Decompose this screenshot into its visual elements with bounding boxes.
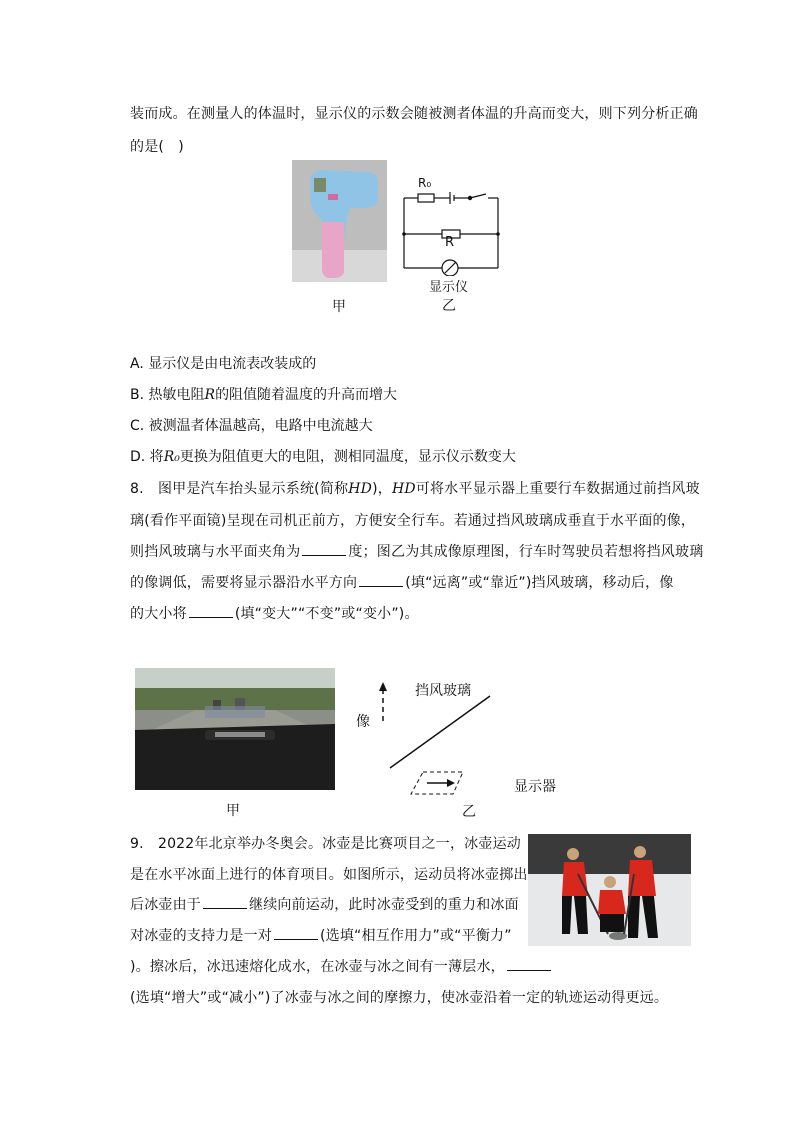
thermometer-photo [292,160,387,282]
option-a: A. 显示仪是由电流表改装成的 [130,356,317,372]
answer-blank [359,585,403,587]
q8-line-3: 则挡风玻璃与水平面夹角为 度；图乙为其成像原理图，行车时驾驶员若想将挡风玻璃 [130,544,704,560]
q8-caption-jia: 甲 [226,803,240,819]
circuit-diagram [400,176,504,276]
q9-line-2: 是在水平冰面上进行的体育项目。如图所示，运动员将冰壶掷出 [130,867,528,883]
answer-blank [507,969,551,971]
r0-label: R₀ [418,176,432,190]
car-hud-photo [135,668,335,790]
option-c: C. 被测温者体温越高，电路中电流越大 [130,418,373,434]
q9-line-4: 对冰壶的支持力是一对 (选填“相互作用力”或“平衡力” [130,928,512,944]
q9-line-1: 9. 2022年北京举办冬奥会。冰壶是比赛项目之一，冰壶运动 [130,836,521,852]
curling-photo [528,834,691,946]
r-label: R [445,235,455,250]
meter-label: 显示仪 [429,280,469,295]
resistor-r0-symbol [418,194,434,202]
answer-blank [302,554,346,556]
windshield-line [390,696,490,768]
option-b: B. 热敏电阻R的阻值随着温度的升高而增大 [130,387,398,403]
image-arrow-head [379,682,387,691]
answer-blank [274,938,318,940]
q8-line-2: 璃(看作平面镜)呈现在司机正前方，方便安全行车。若通过挡风玻璃成垂直于水平面的像， [130,513,696,529]
q8-caption-yi: 乙 [462,804,476,820]
q8-line-5: 的大小将 (填“变大”“不变”或“变小”)。 [130,606,419,622]
q9-line-6: (选填“增大”或“减小”)了冰壶与冰之间的摩擦力，使冰壶沿着一定的轨迹运动得更远。 [130,990,669,1006]
intro-line-1: 装而成。在测量人的体温时，显示仪的示数会随被测者体温的升高而变大，则下列分析正确 [130,106,698,122]
answer-blank [203,907,247,909]
switch-symbol [470,194,486,198]
figure-caption-jia: 甲 [332,299,346,315]
figure-caption-yi: 乙 [442,298,456,314]
option-d: D. 将R₀更换为阻值更大的电阻，测相同温度，显示仪示数变大 [130,449,516,465]
display-arrow-head [447,779,455,787]
intro-line-2: 的是( ) [130,139,184,155]
q8-line-4: 的像调低，需要将显示器沿水平方向 (填“远离”或“靠近”)挡风玻璃，移动后，像 [130,575,674,591]
q8-line-1: 8. 图甲是汽车抬头显示系统(简称HD)，HD可将水平显示器上重要行车数据通过前挡风玻 [130,481,700,497]
q9-line-5: )。擦冰后，冰迅速熔化成水，在冰壶与冰之间有一薄层水， [130,956,553,976]
label-windshield: 挡风玻璃 [415,683,471,699]
answer-blank [189,616,233,618]
label-image: 像 [356,714,370,730]
label-display: 显示器 [514,779,556,795]
q9-line-3: 后冰壶由于 继续向前运动，此时冰壶受到的重力和冰面 [130,897,519,913]
